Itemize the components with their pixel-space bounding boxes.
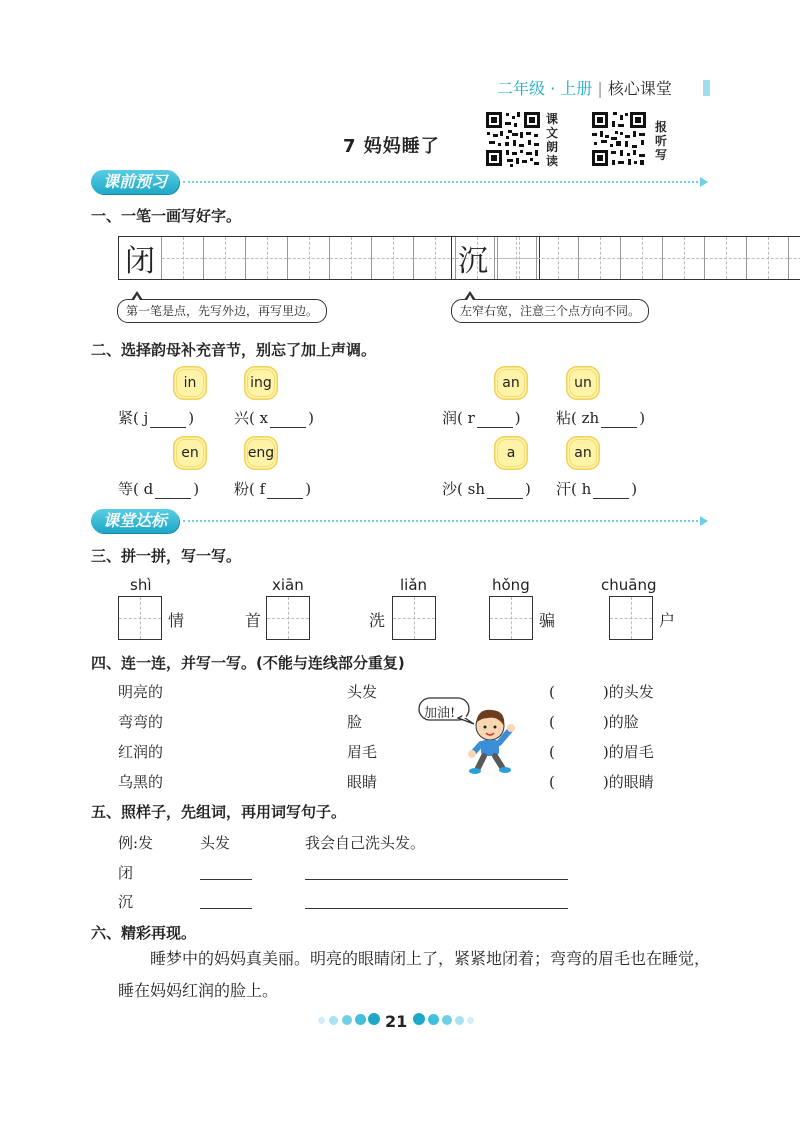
rime-option: eng [244,436,278,470]
book-header [497,76,672,99]
grid-cell[interactable] [578,237,620,279]
cheer-bubble-text: 加油! [424,706,456,721]
answer-blank[interactable] [270,413,306,428]
rime-option: a [494,436,528,470]
answer-box[interactable] [489,596,533,640]
target-char: 沉 [118,893,134,911]
writing-grid-2[interactable] [451,236,800,280]
grid-cell[interactable] [662,237,704,279]
noun-item[interactable]: 眉毛 [347,743,378,761]
writing-hint-2: 左窄右宽，注意三个点方向不同。 [451,299,649,323]
answer-blank[interactable] [150,413,186,428]
qr-code-dictation[interactable] [590,110,648,168]
writing-hint-1: 第一笔是点，先写外边，再写里边。 [117,299,327,323]
example-label: 例:发 [118,834,154,852]
pinyin-label: xiān [272,576,304,594]
syllable-item: 粘( zh ) [556,409,646,427]
question-1-title: 一、一笔一画写好字。 [91,207,242,225]
adjective-item[interactable]: 弯弯的 [118,713,164,731]
word-char: 洗 [369,611,386,630]
grid-cell[interactable] [704,237,746,279]
grid-cell[interactable] [329,237,371,279]
grade-label: 二年级 · 上册 [497,79,593,98]
grid-cell[interactable] [788,237,800,279]
syllable-item: 润( r ) [442,409,521,427]
rime-option: an [494,366,528,400]
lesson-title: 7 妈妈睡了 [343,136,440,157]
answer-blank[interactable] [593,484,629,499]
syllable-item: 兴( x ) [234,409,314,427]
word-answer-line[interactable] [200,879,252,880]
syllable-item: 紧( j ) [118,409,195,427]
section-dotted-line [183,181,698,183]
fill-row: ( )的脸 [549,713,639,731]
grid-cell[interactable] [413,237,455,279]
question-3-title: 三、拼一拼，写一写。 [91,547,242,565]
question-5-title: 五、照样子，先组词，再用词写句子。 [91,803,347,821]
answer-blank[interactable] [477,413,513,428]
header-separator: | [597,79,603,98]
sentence-answer-line[interactable] [305,908,568,909]
fill-row: ( )的头发 [549,683,654,701]
word-char: 骗 [539,611,556,630]
arrow-right-icon [700,516,708,526]
syllable-item: 等( d ) [118,480,200,498]
question-2-title: 二、选择韵母补充音节，别忘了加上声调。 [91,341,377,359]
example-word: 头发 [200,834,231,852]
question-6-title: 六、精彩再现。 [91,924,197,942]
grid-cell[interactable] [245,237,287,279]
pinyin-label: liǎn [400,576,428,594]
answer-box[interactable] [609,596,653,640]
noun-item[interactable]: 眼睛 [347,773,378,791]
rime-option: in [173,366,207,400]
answer-blank[interactable] [155,484,191,499]
adjective-item[interactable]: 明亮的 [118,683,164,701]
word-char: 首 [245,611,262,630]
page-number: 21 [385,1012,408,1031]
model-char-2: 沉 [458,244,488,279]
answer-blank[interactable] [267,484,303,499]
word-char: 情 [168,611,185,630]
rime-option: ing [244,366,278,400]
qr-reading-label: 课文朗读 [545,112,558,168]
passage-text: 睡梦中的妈妈真美丽。明亮的眼睛闭上了，紧紧地闭着；弯弯的眉毛也在睡觉，睡在妈妈红润的脸上。 [118,949,711,1000]
rime-option: an [566,436,600,470]
section-preview-label: 课前预习 [91,170,179,194]
section-dotted-line [183,520,698,522]
pinyin-label: chuāng [601,576,657,594]
qr-code-reading[interactable] [484,110,542,168]
grid-cell[interactable] [536,237,578,279]
grid-cell[interactable] [371,237,413,279]
noun-item[interactable]: 头发 [347,683,378,701]
grid-cell[interactable] [287,237,329,279]
grid-cell[interactable] [620,237,662,279]
hint-pointer-fill [133,295,141,302]
fill-row: ( )的眉毛 [549,743,654,761]
grid-cell[interactable] [161,237,203,279]
example-sentence: 我会自己洗头发。 [305,834,426,852]
rime-option: en [173,436,207,470]
answer-blank[interactable] [601,413,637,428]
grid-cell[interactable] [746,237,788,279]
pinyin-label: hǒng [492,576,530,594]
grid-cell[interactable] [203,237,245,279]
arrow-right-icon [700,177,708,187]
pinyin-label: shì [130,576,152,594]
answer-box[interactable] [266,596,310,640]
syllable-item: 沙( sh ) [442,480,531,498]
grid-cell[interactable] [494,237,536,279]
word-answer-line[interactable] [200,908,252,909]
target-char: 闭 [118,864,134,882]
word-char: 户 [659,611,676,630]
answer-blank[interactable] [487,484,523,499]
fill-row: ( )的眼睛 [549,773,654,791]
syllable-item: 汗( h ) [556,480,638,498]
adjective-item[interactable]: 红润的 [118,743,164,761]
section-banner-preview [91,170,711,194]
section-banner-class [91,509,711,533]
question-4-title: 四、连一连，并写一写。(不能与连线部分重复) [91,654,405,672]
answer-box[interactable] [118,596,162,640]
sentence-answer-line[interactable] [305,879,568,880]
syllable-item: 粉( f ) [234,480,312,498]
adjective-item[interactable]: 乌黑的 [118,773,164,791]
qr-dictation-label: 报听写 [654,120,667,162]
answer-box[interactable] [392,596,436,640]
section-class-label: 课堂达标 [91,509,179,533]
hint-pointer-fill [466,295,474,302]
model-char-1: 闭 [125,244,155,279]
noun-item[interactable]: 脸 [347,713,363,731]
header-accent-bar [703,80,710,96]
brand-label: 核心课堂 [607,79,672,98]
rime-option: un [566,366,600,400]
